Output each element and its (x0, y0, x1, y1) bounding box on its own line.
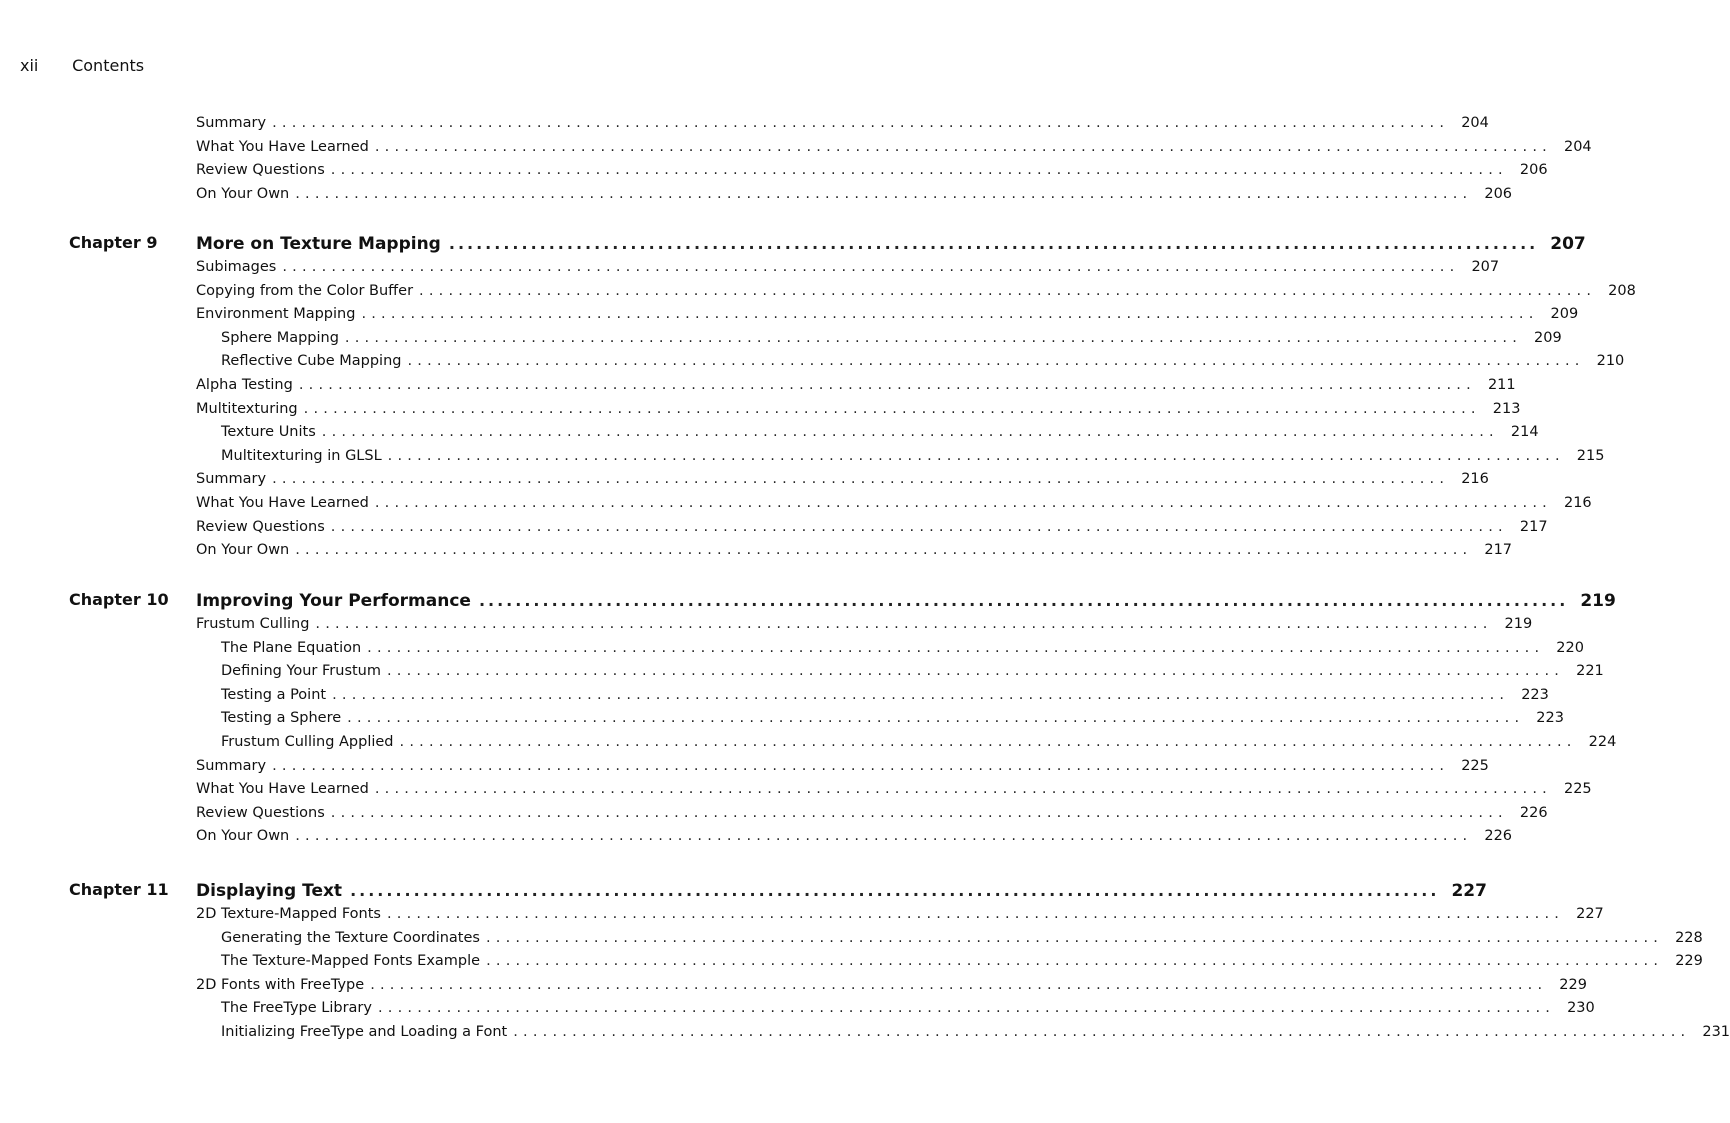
toc-entry[interactable] (196, 756, 1489, 780)
toc-entry-title: Environment Mapping (196, 306, 356, 323)
toc-entry-page: 206 (1519, 162, 1548, 179)
toc-entry-list (0, 113, 1592, 207)
toc-entry-page: 209 (1550, 306, 1579, 323)
leader-dots: ........................................................................................................................ (298, 376, 1476, 393)
toc-entry-title: Reflective Cube Mapping (221, 353, 402, 370)
toc-entry-title: What You Have Learned (196, 138, 369, 155)
leader-dots: ........................................................................................................................ (330, 518, 1508, 535)
toc-entry-title: Frustum Culling Applied (221, 733, 394, 750)
chapter-label: Chapter 10 (69, 590, 169, 609)
toc-entry-page: 216 (1461, 471, 1489, 488)
toc-entry-list (0, 614, 1617, 850)
running-title: Contents (72, 56, 145, 75)
toc-entry-title: Testing a Point (221, 686, 327, 703)
toc-entry-title: Initializing FreeType and Loading a Font (221, 1023, 508, 1040)
toc-entry[interactable] (196, 904, 1604, 928)
toc-entry[interactable] (221, 328, 1562, 352)
toc-entry-title: On Your Own (196, 828, 290, 845)
toc-entry-page: 224 (1588, 733, 1617, 750)
toc-entry-title: Summary (196, 471, 267, 488)
leader-dots: ........................................................................................................................ (295, 828, 1473, 845)
chapter-page: 207 (1550, 234, 1586, 254)
toc-entry-page: 230 (1567, 1000, 1595, 1017)
toc-entry-title: What You Have Learned (196, 781, 369, 798)
toc-entry-page: 225 (1461, 757, 1489, 774)
toc-entry-page: 207 (1471, 259, 1500, 275)
toc-entry[interactable] (221, 446, 1605, 470)
leader-dots: ........................................................................................................................ (321, 424, 1499, 441)
chapter-label: Chapter 11 (69, 880, 169, 899)
toc-entry[interactable] (221, 998, 1595, 1022)
leader-dots: ........................................................................................................................ (399, 733, 1577, 750)
leader-dots: ........................................................................................................................ (295, 185, 1473, 202)
leader-dots: ........................................................................................................................ (374, 781, 1552, 798)
toc-entry-page: 231 (1702, 1023, 1730, 1040)
toc-entry-title: 2D Fonts with FreeType (196, 976, 365, 993)
leader-dots: ........................................................................................................................ (367, 639, 1545, 656)
leader-dots: ........................................................................................................................ (374, 138, 1552, 155)
toc-entry-title: Multitexturing (196, 400, 298, 417)
toc-entry-title: 2D Texture-Mapped Fonts (196, 906, 381, 922)
toc-entry[interactable] (221, 708, 1564, 732)
toc-entry[interactable] (196, 137, 1592, 161)
toc-entry-title: On Your Own (196, 542, 290, 559)
toc-entry[interactable] (196, 614, 1533, 638)
toc-entry-page: 219 (1504, 616, 1533, 632)
leader-dots: ........................................................................................................................ (377, 1000, 1556, 1017)
toc-entry[interactable] (196, 113, 1489, 137)
toc-entry[interactable] (196, 375, 1516, 399)
toc-entry-title: The FreeType Library (221, 1000, 372, 1017)
chapter-title: More on Texture Mapping (196, 234, 441, 254)
toc-entry-title: Summary (196, 115, 267, 131)
leader-dots: ........................................................................................................................ (282, 259, 1460, 275)
toc-entry[interactable] (196, 469, 1489, 493)
toc-entry-title: Testing a Sphere (221, 710, 342, 727)
toc-entry-title: Defining Your Frustum (221, 663, 381, 680)
leader-dots: ........................................................................................................................ (387, 663, 1565, 680)
toc-entry-title: On Your Own (196, 185, 290, 202)
leader-dots: ........................................................................................................................ (330, 804, 1508, 821)
toc-entry[interactable] (221, 661, 1604, 685)
toc-entry-page: 217 (1519, 518, 1548, 535)
toc-entry-page: 221 (1576, 663, 1604, 680)
toc-entry-title: Texture Units (221, 424, 316, 441)
toc-entry[interactable] (196, 160, 1548, 184)
toc-entry[interactable] (196, 184, 1513, 208)
toc-entry-title: Review Questions (196, 162, 325, 179)
toc-entry[interactable] (221, 685, 1549, 709)
toc-entry[interactable] (196, 257, 1500, 281)
leader-dots: ........................................................................................................................ (361, 306, 1539, 323)
toc-entry-title: Copying from the Color Buffer (196, 282, 414, 299)
leader-dots: ........................................................................................................................ (386, 906, 1565, 922)
leader-dots: ........................................................................................................................ (272, 115, 1450, 131)
leader-dots: ........................................................................................................................ (513, 1023, 1691, 1040)
toc-entry-page: 216 (1563, 494, 1592, 511)
toc-entry-page: 223 (1521, 686, 1549, 703)
toc-entry-title: Multitexturing in GLSL (221, 447, 382, 464)
chapter-title-row[interactable] (196, 233, 1586, 255)
toc-entry[interactable] (221, 928, 1703, 952)
toc-entry-page: 213 (1492, 400, 1521, 417)
toc-entry-title: Frustum Culling (196, 616, 310, 632)
toc-entry[interactable] (196, 540, 1513, 564)
toc-entry[interactable] (196, 975, 1587, 999)
toc-entry-page: 204 (1563, 138, 1592, 155)
toc-entry-title: Sphere Mapping (221, 329, 339, 346)
toc-entry-page: 229 (1559, 976, 1587, 993)
toc-entry-page: 229 (1675, 953, 1703, 970)
toc-entry-title: Generating the Texture Coordinates (221, 929, 480, 946)
toc-entry-page: 226 (1519, 804, 1548, 821)
toc-entry[interactable] (196, 779, 1592, 803)
toc-entry-title: Review Questions (196, 804, 325, 821)
toc-entry-title: The Texture-Mapped Fonts Example (221, 953, 481, 970)
toc-entry[interactable] (196, 517, 1548, 541)
chapter-title: Improving Your Performance (196, 591, 471, 611)
leader-dots: ........................................................................................................................ (407, 353, 1585, 370)
toc-entry-page: 209 (1534, 329, 1562, 346)
toc-entry-title: Review Questions (196, 518, 325, 535)
leader-dots: ........................................................................................................................ (448, 234, 1539, 253)
leader-dots: ........................................................................................................................ (387, 447, 1565, 464)
toc-entry-page: 220 (1556, 639, 1584, 656)
toc-entry[interactable] (196, 826, 1513, 850)
toc-entry-title: Summary (196, 757, 267, 774)
toc-entry-list (0, 257, 1636, 564)
leader-dots: ........................................................................................................................ (303, 400, 1481, 417)
leader-dots: ........................................................................................................................ (350, 881, 1440, 900)
chapter-title: Displaying Text (196, 881, 343, 901)
page-number: xii (20, 56, 39, 75)
chapter-page: 227 (1451, 881, 1487, 901)
toc-entry-page: 226 (1484, 828, 1513, 845)
leader-dots: ........................................................................................................................ (330, 162, 1508, 179)
toc-entry[interactable] (221, 422, 1539, 446)
toc-entry-page: 204 (1461, 115, 1489, 131)
leader-dots: ........................................................................................................................ (272, 757, 1450, 774)
toc-entry-title: The Plane Equation (221, 639, 362, 656)
toc-entry-page: 215 (1576, 447, 1605, 464)
toc-entry-title: Subimages (196, 259, 277, 275)
leader-dots: ........................................................................................................................ (478, 591, 1569, 610)
leader-dots: ........................................................................................................................ (272, 471, 1450, 488)
toc-entry-page: 206 (1484, 185, 1513, 202)
toc-entry[interactable] (221, 1022, 1730, 1046)
toc-entry[interactable] (221, 732, 1617, 756)
leader-dots: ........................................................................................................................ (419, 282, 1597, 299)
leader-dots: ........................................................................................................................ (486, 953, 1664, 970)
toc-entry[interactable] (221, 351, 1625, 375)
leader-dots: ........................................................................................................................ (344, 329, 1523, 346)
leader-dots: ........................................................................................................................ (295, 542, 1473, 559)
toc-entry-title: What You Have Learned (196, 494, 369, 511)
toc-entry[interactable] (196, 304, 1579, 328)
leader-dots: ........................................................................................................................ (347, 710, 1525, 727)
running-header (20, 56, 144, 76)
toc-entry[interactable] (221, 951, 1703, 975)
toc-entry[interactable] (196, 399, 1521, 423)
toc-entry-page: 217 (1484, 542, 1513, 559)
chapter-page: 219 (1580, 591, 1616, 611)
leader-dots: ........................................................................................................................ (315, 616, 1493, 632)
leader-dots: ........................................................................................................................ (374, 494, 1552, 511)
chapter-label: Chapter 9 (69, 233, 158, 252)
toc-entry-page: 211 (1487, 376, 1516, 393)
toc-entry[interactable] (196, 493, 1592, 517)
toc-entry[interactable] (221, 638, 1584, 662)
leader-dots: ........................................................................................................................ (370, 976, 1548, 993)
leader-dots: ........................................................................................................................ (332, 686, 1510, 703)
toc-entry-page: 227 (1576, 906, 1604, 922)
chapter-title-row[interactable] (196, 880, 1487, 902)
toc-entry[interactable] (196, 281, 1636, 305)
chapter-title-row[interactable] (196, 590, 1616, 612)
toc-entry[interactable] (196, 803, 1548, 827)
leader-dots: ........................................................................................................................ (485, 929, 1664, 946)
toc-entry-list (0, 904, 1730, 1046)
toc-entry-page: 228 (1675, 929, 1703, 946)
toc-entry-page: 225 (1563, 781, 1592, 798)
toc-entry-title: Alpha Testing (196, 376, 293, 393)
toc-entry-page: 208 (1608, 282, 1636, 299)
toc-entry-page: 214 (1510, 424, 1539, 441)
toc-entry-page: 223 (1536, 710, 1564, 727)
toc-entry-page: 210 (1596, 353, 1625, 370)
